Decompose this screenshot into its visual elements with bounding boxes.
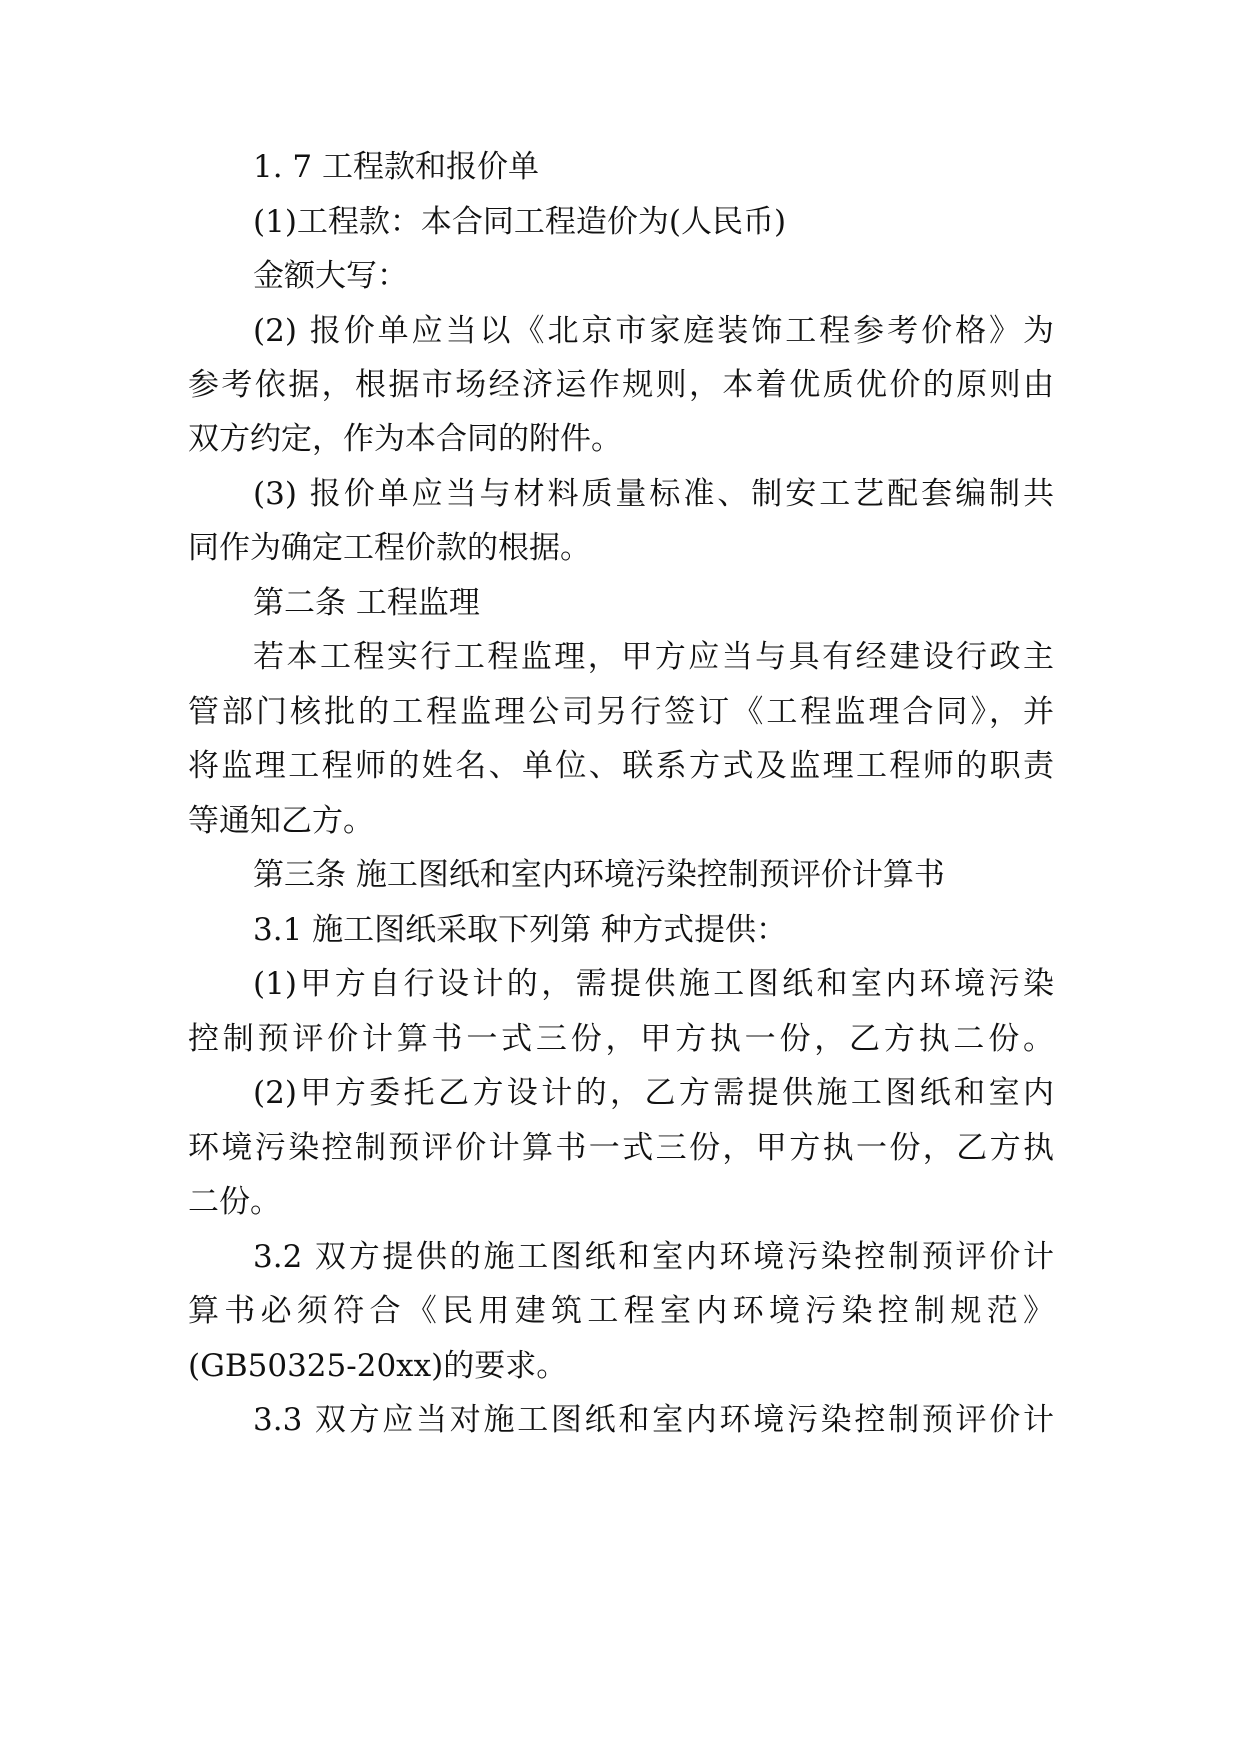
article-heading-3: 第三条 施工图纸和室内环境污染控制预评价计算书 [253,857,945,893]
paragraph-line: (2)甲方委托乙方设计的，乙方需提供施工图纸和室内 [253,1075,1054,1111]
paragraph-line: (2) 报价单应当以《北京市家庭装饰工程参考价格》为 [253,313,1054,349]
paragraph-line: 二份。 [188,1184,281,1220]
paragraph-line: (3) 报价单应当与材料质量标准、制安工艺配套编制共 [253,476,1054,512]
paragraph-line: 同作为确定工程价款的根据。 [188,530,591,566]
paragraph-line: 3.1 施工图纸采取下列第 种方式提供： [253,912,788,948]
section-heading-1-7: 1. 7 工程款和报价单 [253,149,540,185]
paragraph-line: 3.2 双方提供的施工图纸和室内环境污染控制预评价计 [253,1239,1054,1275]
paragraph-line: 金额大写： [253,258,408,294]
paragraph-line: 算书必须符合《民用建筑工程室内环境污染控制规范》 [188,1293,1054,1329]
paragraph-line: 环境污染控制预评价计算书一式三份，甲方执一份，乙方执 [188,1130,1054,1166]
paragraph-line: 管部门核批的工程监理公司另行签订《工程监理合同》，并 [188,694,1054,730]
paragraph-line: 将监理工程师的姓名、单位、联系方式及监理工程师的职责 [188,748,1054,784]
paragraph-line: 参考依据，根据市场经济运作规则，本着优质优价的原则由 [188,367,1054,403]
paragraph-line: 3.3 双方应当对施工图纸和室内环境污染控制预评价计 [253,1402,1054,1438]
paragraph-line: (GB50325-20xx)的要求。 [188,1348,568,1384]
paragraph-line: 若本工程实行工程监理，甲方应当与具有经建设行政主 [253,639,1054,675]
article-heading-2: 第二条 工程监理 [253,585,480,621]
paragraph-line: (1)甲方自行设计的，需提供施工图纸和室内环境污染 [253,966,1054,1002]
paragraph-line: 控制预评价计算书一式三份，甲方执一份，乙方执二份。 [188,1021,1054,1057]
paragraph-line: 双方约定，作为本合同的附件。 [188,421,622,457]
paragraph-line: 等通知乙方。 [188,803,374,839]
paragraph-line: (1)工程款：本合同工程造价为(人民币) [253,204,787,240]
